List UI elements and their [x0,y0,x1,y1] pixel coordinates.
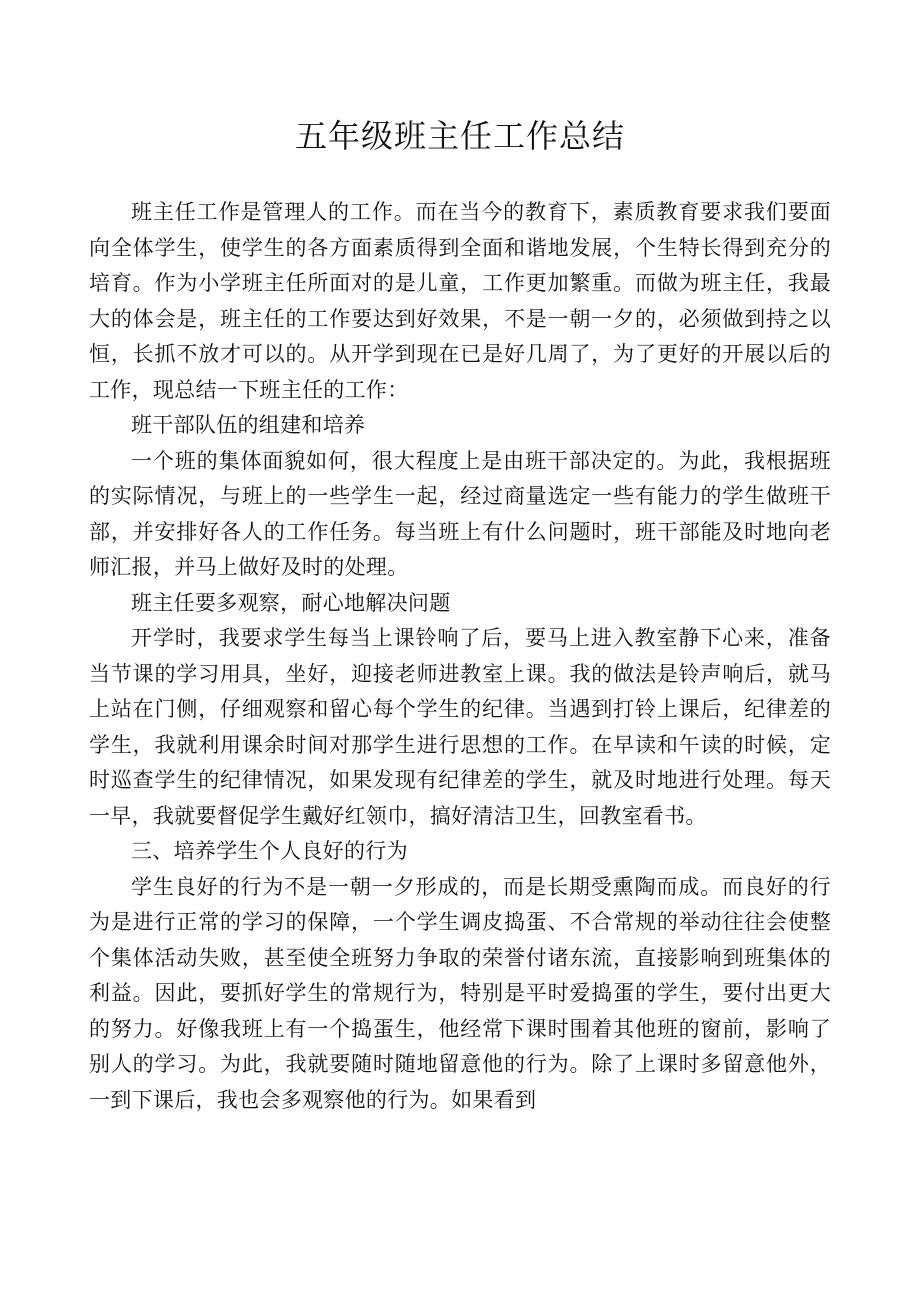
document-title: 五年级班主任工作总结 [294,117,625,155]
paragraph-behavior: 学生良好的行为不是一朝一夕形成的，而是长期受熏陶而成。而良好的行为是进行正常的学习的保障，一个学生调皮捣蛋、不合常规的举动往往会使整个集体活动失败，甚至使全班努力争取的荣誉付诸东流，直接影响到班集体的利益。因此，要抓好学生的常规行为，特别是平时爱捣蛋的学生，要付出更大的努力。好像我班上有一个捣蛋生，他经常下课时围着其他班的窗前，影响了别人的学习。为此，我就要随时随地留意他的行为。除了上课时多留意他外，一到下课后，我也会多观察他的行为。如果看到 [89,874,831,1112]
paragraph-intro: 班主任工作是管理人的工作。而在当今的教育下，素质教育要求我们要面向全体学生，使学生的各方面素质得到全面和谐地发展，个生特长得到充分的培育。作为小学班主任所面对的是儿童，工作更加繁重。而做为班主任，我最大的体会是，班主任的工作要达到好效果，不是一朝一夕的，必须做到持之以恒，长抓不放才可以的。从开学到现在已是好几周了，为了更好的开展以后的工作，现总结一下班主任的工作： [89,200,831,402]
document-body [89,195,831,1118]
paragraph-observation: 开学时，我要求学生每当上课铃响了后，要马上进入教室静下心来，准备当节课的学习用具，坐好，迎接老师进教室上课。我的做法是铃声响后，就马上站在门侧，仔细观察和留心每个学生的纪律。当遇到打铃上课后，纪律差的学生，我就利用课余时间对那学生进行思想的工作。在早读和午读的时候，定时巡查学生的纪律情况，如果发现有纪律差的学生，就及时地进行处理。每天一早，我就要督促学生戴好红领巾，搞好清洁卫生，回教室看书。 [89,626,831,828]
section-heading-class-cadre: 班干部队伍的组建和培养 [131,413,366,437]
section-heading-observation: 班主任要多观察，耐心地解决问题 [131,590,451,615]
section-heading-behavior: 三、培养学生个人良好的行为 [131,839,408,863]
paragraph-class-cadre: 一个班的集体面貌如何，很大程度上是由班干部决定的。为此，我根据班的实际情况，与班上的一些学生一起，经过商量选定一些有能力的学生做班干部，并安排好各人的工作任务。每当班上有什么问题时，班干部能及时地向老师汇报，并马上做好及时的处理。 [89,448,831,579]
